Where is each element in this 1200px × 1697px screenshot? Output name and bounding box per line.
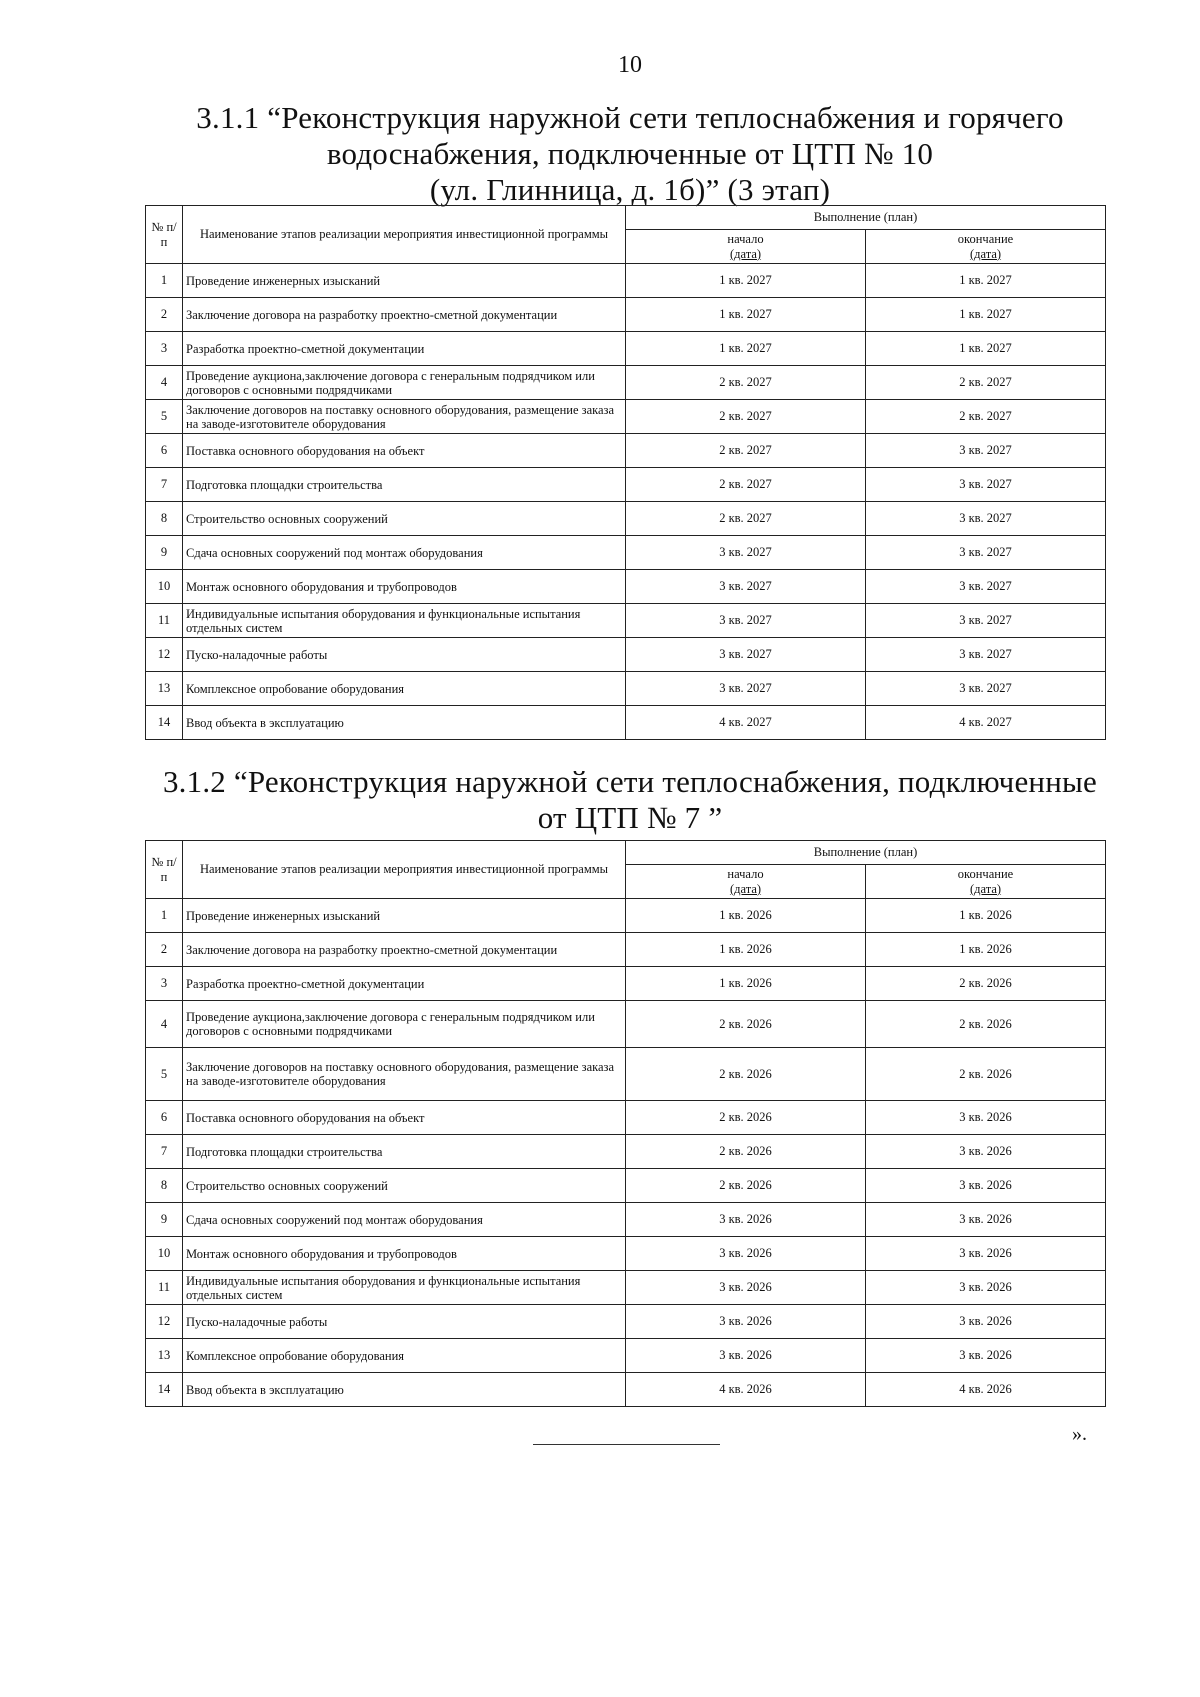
table-row	[146, 366, 1106, 400]
row-start-date: 1 кв. 2026	[626, 933, 866, 967]
row-end-date: 1 кв. 2027	[866, 298, 1106, 332]
table-row	[146, 502, 1106, 536]
closing-quote-mark: ».	[1072, 1423, 1087, 1445]
row-number: 3	[146, 967, 183, 1001]
row-number: 2	[146, 933, 183, 967]
header-start-sub: (дата)	[729, 246, 762, 261]
row-stage-name: Поставка основного оборудования на объект	[183, 1101, 626, 1135]
header-end-label: окончание	[957, 231, 1014, 246]
row-start-date: 3 кв. 2026	[626, 1339, 866, 1373]
section-heading-3-1-1	[150, 100, 1110, 208]
row-end-date: 3 кв. 2026	[866, 1237, 1106, 1271]
row-number: 8	[146, 502, 183, 536]
table-row	[146, 1001, 1106, 1048]
row-start-date: 4 кв. 2026	[626, 1373, 866, 1407]
row-start-date: 3 кв. 2026	[626, 1203, 866, 1237]
table-row	[146, 264, 1106, 298]
row-number: 6	[146, 1101, 183, 1135]
row-start-date: 2 кв. 2027	[626, 400, 866, 434]
table-row	[146, 1135, 1106, 1169]
row-end-date: 4 кв. 2027	[866, 706, 1106, 740]
row-number: 13	[146, 672, 183, 706]
row-stage-name: Поставка основного оборудования на объект	[183, 434, 626, 468]
header-start-sub: (дата)	[729, 881, 762, 896]
row-end-date: 3 кв. 2026	[866, 1271, 1106, 1305]
row-start-date: 2 кв. 2026	[626, 1101, 866, 1135]
row-start-date: 1 кв. 2027	[626, 332, 866, 366]
row-number: 7	[146, 1135, 183, 1169]
row-start-date: 2 кв. 2026	[626, 1135, 866, 1169]
header-start-label: начало	[727, 231, 764, 246]
row-number: 11	[146, 604, 183, 638]
row-end-date: 3 кв. 2027	[866, 468, 1106, 502]
row-number: 4	[146, 366, 183, 400]
row-stage-name: Заключение договора на разработку проектно-сметной документации	[183, 298, 626, 332]
table-row	[146, 570, 1106, 604]
table-row	[146, 1101, 1106, 1135]
row-end-date: 1 кв. 2027	[866, 332, 1106, 366]
header-end-label: окончание	[957, 866, 1014, 881]
row-stage-name: Подготовка площадки строительства	[183, 468, 626, 502]
row-end-date: 3 кв. 2026	[866, 1305, 1106, 1339]
row-start-date: 2 кв. 2026	[626, 1001, 866, 1048]
row-end-date: 3 кв. 2026	[866, 1203, 1106, 1237]
row-end-date: 3 кв. 2027	[866, 536, 1106, 570]
table-row	[146, 604, 1106, 638]
row-stage-name: Заключение договоров на поставку основного оборудования, размещение заказа на заводе-изготовителе оборудования	[183, 1048, 626, 1101]
row-number: 3	[146, 332, 183, 366]
row-stage-name: Разработка проектно-сметной документации	[183, 332, 626, 366]
table-row	[146, 899, 1106, 933]
row-number: 10	[146, 1237, 183, 1271]
header-name: Наименование этапов реализации мероприятия инвестиционной программы	[183, 841, 626, 899]
header-start-label: начало	[727, 866, 764, 881]
table-row	[146, 1305, 1106, 1339]
row-number: 13	[146, 1339, 183, 1373]
row-stage-name: Пуско-наладочные работы	[183, 638, 626, 672]
row-end-date: 3 кв. 2026	[866, 1339, 1106, 1373]
row-stage-name: Ввод объекта в эксплуатацию	[183, 706, 626, 740]
row-start-date: 3 кв. 2027	[626, 672, 866, 706]
row-start-date: 3 кв. 2027	[626, 604, 866, 638]
row-stage-name: Разработка проектно-сметной документации	[183, 967, 626, 1001]
row-start-date: 2 кв. 2026	[626, 1048, 866, 1101]
row-stage-name: Комплексное опробование оборудования	[183, 672, 626, 706]
row-end-date: 3 кв. 2027	[866, 672, 1106, 706]
row-stage-name: Проведение аукциона,заключение договора с генеральным подрядчиком или договоров с основными подрядчиками	[183, 1001, 626, 1048]
row-number: 8	[146, 1169, 183, 1203]
schedule-table-3-1-1	[145, 205, 1106, 740]
row-end-date: 2 кв. 2027	[866, 400, 1106, 434]
row-end-date: 3 кв. 2026	[866, 1169, 1106, 1203]
table-row	[146, 967, 1106, 1001]
row-number: 9	[146, 536, 183, 570]
row-stage-name: Строительство основных сооружений	[183, 1169, 626, 1203]
row-start-date: 1 кв. 2027	[626, 298, 866, 332]
row-stage-name: Монтаж основного оборудования и трубопроводов	[183, 1237, 626, 1271]
header-execution: Выполнение (план)	[626, 206, 1106, 230]
row-end-date: 2 кв. 2027	[866, 366, 1106, 400]
row-stage-name: Проведение инженерных изысканий	[183, 264, 626, 298]
table-row	[146, 298, 1106, 332]
table-row	[146, 706, 1106, 740]
row-start-date: 3 кв. 2027	[626, 536, 866, 570]
row-number: 2	[146, 298, 183, 332]
row-start-date: 3 кв. 2026	[626, 1305, 866, 1339]
row-stage-name: Монтаж основного оборудования и трубопроводов	[183, 570, 626, 604]
row-start-date: 3 кв. 2027	[626, 638, 866, 672]
row-end-date: 4 кв. 2026	[866, 1373, 1106, 1407]
row-stage-name: Индивидуальные испытания оборудования и функциональные испытания отдельных систем	[183, 1271, 626, 1305]
row-number: 1	[146, 264, 183, 298]
header-end-sub: (дата)	[969, 246, 1002, 261]
table-row	[146, 1237, 1106, 1271]
row-end-date: 1 кв. 2026	[866, 933, 1106, 967]
row-number: 10	[146, 570, 183, 604]
row-end-date: 3 кв. 2026	[866, 1101, 1106, 1135]
row-end-date: 3 кв. 2026	[866, 1135, 1106, 1169]
header-end	[866, 230, 1106, 264]
row-number: 6	[146, 434, 183, 468]
row-start-date: 2 кв. 2026	[626, 1169, 866, 1203]
table-row	[146, 332, 1106, 366]
heading-line: 3.1.2 “Реконструкция наружной сети теплоснабжения, подключенные	[162, 764, 1098, 799]
page-number: 10	[618, 52, 642, 78]
row-number: 11	[146, 1271, 183, 1305]
row-start-date: 3 кв. 2027	[626, 570, 866, 604]
row-start-date: 1 кв. 2027	[626, 264, 866, 298]
row-stage-name: Индивидуальные испытания оборудования и функциональные испытания отдельных систем	[183, 604, 626, 638]
row-stage-name: Сдача основных сооружений под монтаж оборудования	[183, 536, 626, 570]
row-start-date: 4 кв. 2027	[626, 706, 866, 740]
heading-line: водоснабжения, подключенные от ЦТП № 10	[326, 136, 934, 171]
header-end	[866, 865, 1106, 899]
header-execution: Выполнение (план)	[626, 841, 1106, 865]
table-row	[146, 536, 1106, 570]
table-row	[146, 468, 1106, 502]
row-end-date: 1 кв. 2026	[866, 899, 1106, 933]
header-name: Наименование этапов реализации мероприятия инвестиционной программы	[183, 206, 626, 264]
table-row	[146, 1271, 1106, 1305]
row-start-date: 1 кв. 2026	[626, 967, 866, 1001]
heading-line: 3.1.1 “Реконструкция наружной сети теплоснабжения и горячего	[196, 100, 1064, 135]
row-stage-name: Проведение инженерных изысканий	[183, 899, 626, 933]
row-number: 14	[146, 1373, 183, 1407]
row-stage-name: Ввод объекта в эксплуатацию	[183, 1373, 626, 1407]
row-number: 14	[146, 706, 183, 740]
row-stage-name: Сдача основных сооружений под монтаж оборудования	[183, 1203, 626, 1237]
row-start-date: 3 кв. 2026	[626, 1271, 866, 1305]
table-row	[146, 672, 1106, 706]
row-end-date: 2 кв. 2026	[866, 1048, 1106, 1101]
row-end-date: 3 кв. 2027	[866, 570, 1106, 604]
header-end-sub: (дата)	[969, 881, 1002, 896]
table-row	[146, 1203, 1106, 1237]
row-start-date: 3 кв. 2026	[626, 1237, 866, 1271]
table-row	[146, 1339, 1106, 1373]
row-number: 9	[146, 1203, 183, 1237]
row-start-date: 2 кв. 2027	[626, 366, 866, 400]
row-number: 12	[146, 1305, 183, 1339]
row-stage-name: Строительство основных сооружений	[183, 502, 626, 536]
row-stage-name: Проведение аукциона,заключение договора с генеральным подрядчиком или договоров с основными подрядчиками	[183, 366, 626, 400]
row-end-date: 3 кв. 2027	[866, 434, 1106, 468]
row-stage-name: Комплексное опробование оборудования	[183, 1339, 626, 1373]
header-num: № п/п	[146, 841, 183, 899]
row-number: 5	[146, 1048, 183, 1101]
row-start-date: 2 кв. 2027	[626, 502, 866, 536]
row-number: 1	[146, 899, 183, 933]
row-end-date: 2 кв. 2026	[866, 967, 1106, 1001]
row-end-date: 3 кв. 2027	[866, 604, 1106, 638]
header-start	[626, 865, 866, 899]
row-end-date: 1 кв. 2027	[866, 264, 1106, 298]
row-stage-name: Пуско-наладочные работы	[183, 1305, 626, 1339]
schedule-table-3-1-2	[145, 840, 1106, 1407]
row-number: 7	[146, 468, 183, 502]
table-row	[146, 434, 1106, 468]
heading-line: (ул. Глинница, д. 1б)” (3 этап)	[429, 172, 831, 207]
row-end-date: 2 кв. 2026	[866, 1001, 1106, 1048]
section-heading-3-1-2	[150, 764, 1110, 836]
row-start-date: 2 кв. 2027	[626, 468, 866, 502]
row-end-date: 3 кв. 2027	[866, 638, 1106, 672]
row-stage-name: Заключение договора на разработку проектно-сметной документации	[183, 933, 626, 967]
table-row	[146, 638, 1106, 672]
row-start-date: 2 кв. 2027	[626, 434, 866, 468]
row-number: 12	[146, 638, 183, 672]
heading-line: от ЦТП № 7 ”	[537, 800, 723, 835]
row-end-date: 3 кв. 2027	[866, 502, 1106, 536]
row-start-date: 1 кв. 2026	[626, 899, 866, 933]
table-row	[146, 400, 1106, 434]
table-row	[146, 1048, 1106, 1101]
table-row	[146, 933, 1106, 967]
row-number: 4	[146, 1001, 183, 1048]
row-stage-name: Заключение договоров на поставку основного оборудования, размещение заказа на заводе-изготовителе оборудования	[183, 400, 626, 434]
header-num: № п/п	[146, 206, 183, 264]
closing-divider	[533, 1444, 720, 1445]
table-row	[146, 1373, 1106, 1407]
table-row	[146, 1169, 1106, 1203]
header-start	[626, 230, 866, 264]
row-number: 5	[146, 400, 183, 434]
row-stage-name: Подготовка площадки строительства	[183, 1135, 626, 1169]
